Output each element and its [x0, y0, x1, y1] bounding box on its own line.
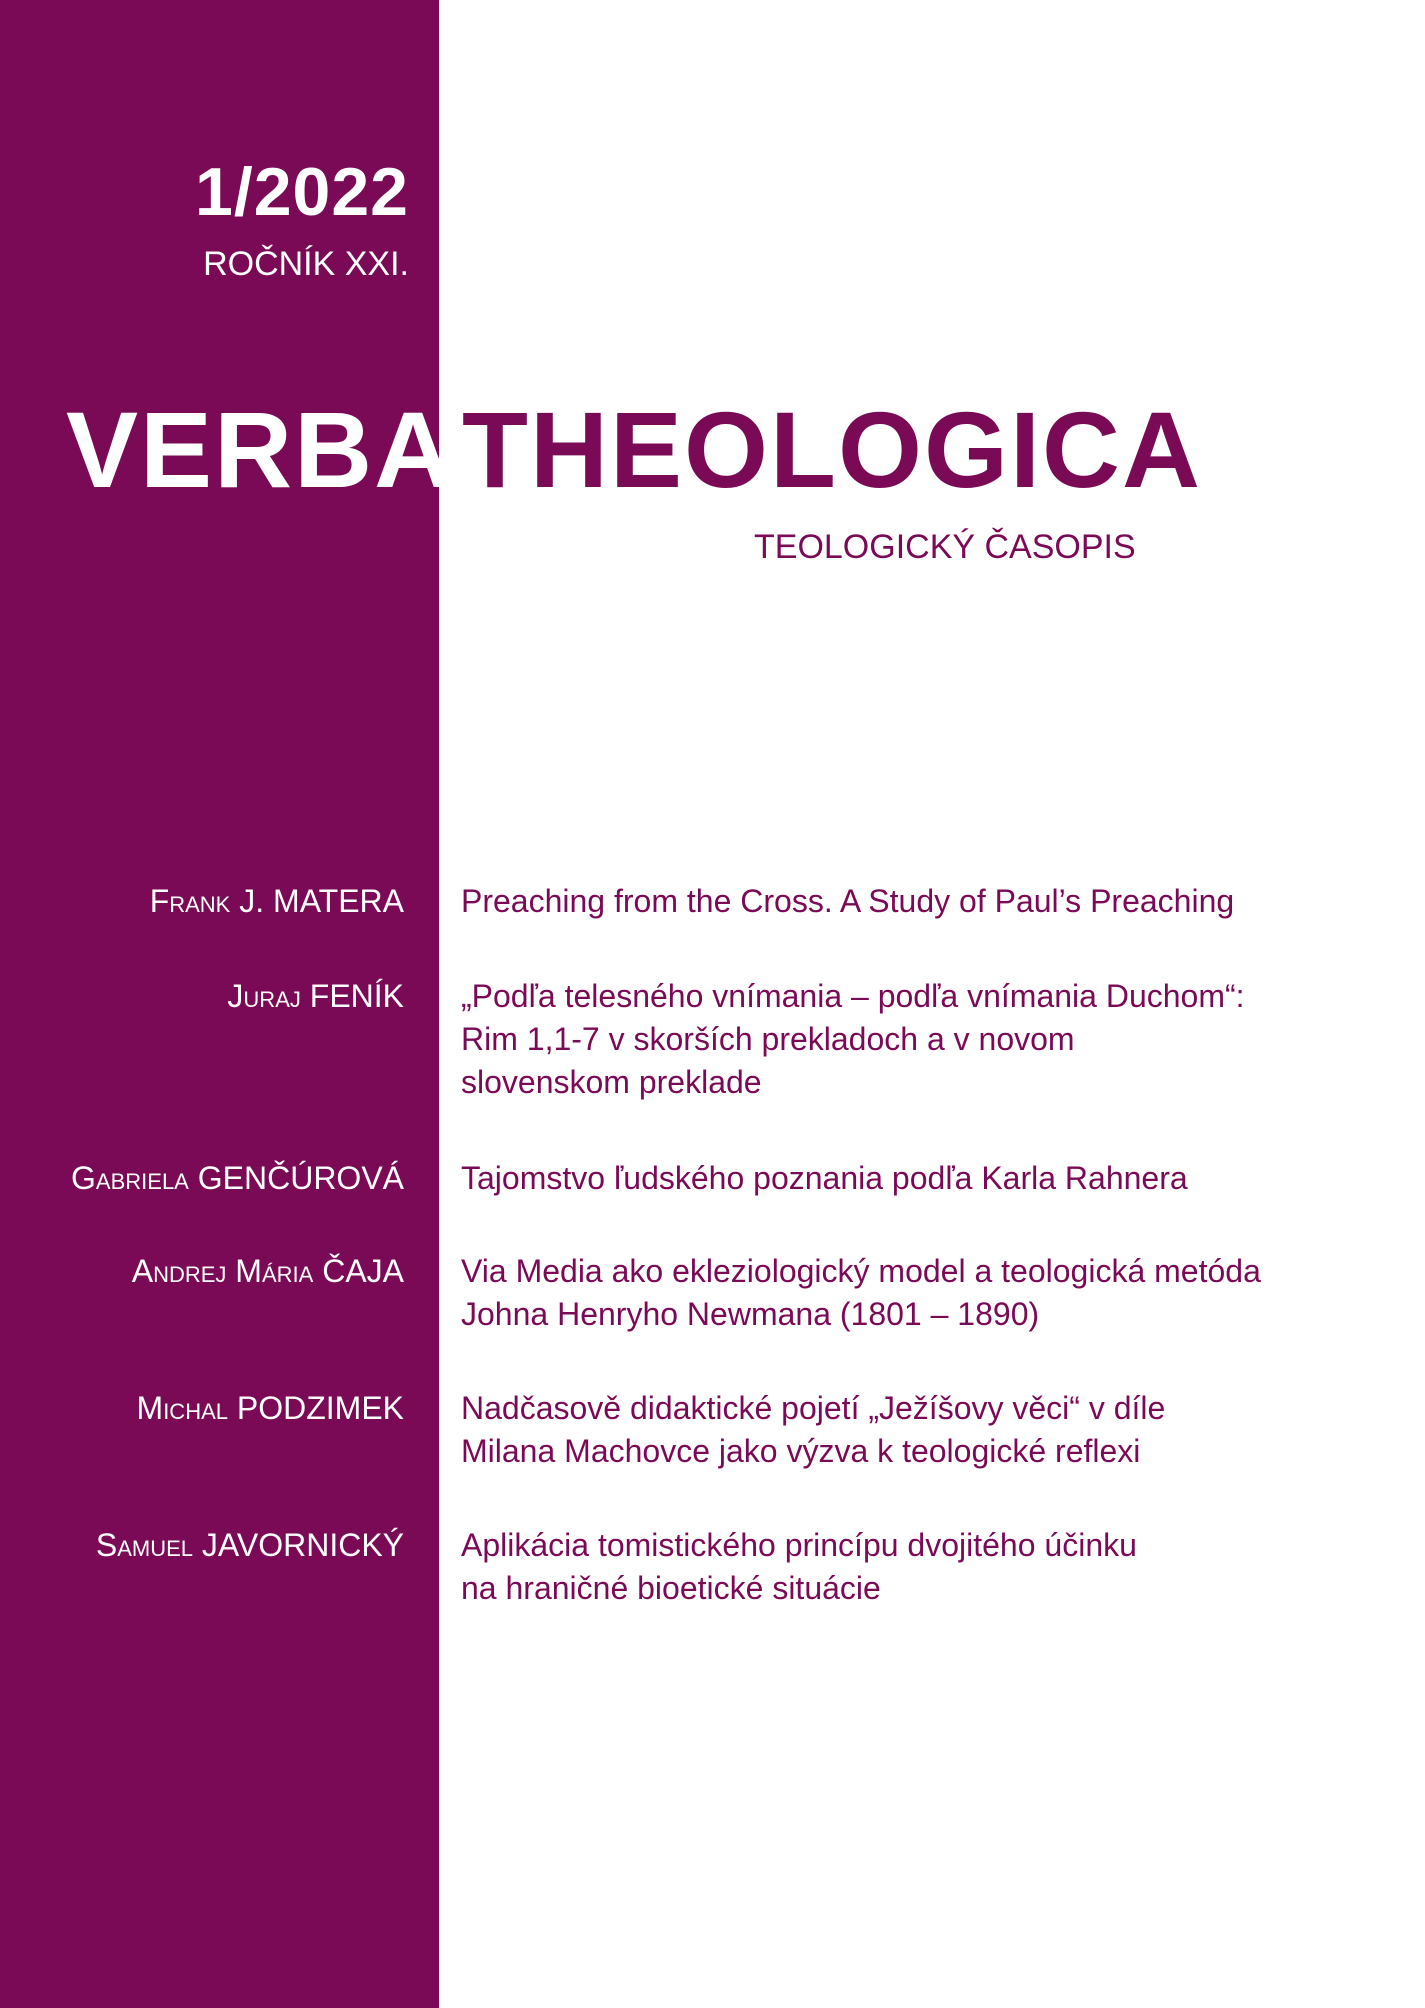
toc-article-title [461, 1250, 1361, 1336]
journal-subtitle: TEOLOGICKÝ ČASOPIS [754, 528, 1136, 566]
author-last-name: MATERA [273, 883, 404, 919]
author-last-name: JAVORNICKÝ [201, 1527, 404, 1563]
author-first-name: Juraj [227, 978, 301, 1014]
toc-article-title [461, 1524, 1361, 1610]
toc-article-title [461, 880, 1361, 923]
author-last-name: GENČÚROVÁ [197, 1160, 404, 1196]
title-line: slovenskom preklade [461, 1064, 762, 1100]
title-line: na hraničné bioetické situácie [461, 1570, 881, 1606]
toc-author [150, 880, 404, 923]
toc-article-title [461, 1157, 1361, 1200]
author-first-name: Michal [136, 1390, 228, 1426]
toc-author [71, 1157, 404, 1200]
toc-author [96, 1524, 404, 1567]
author-first-name: Frank J. [149, 883, 265, 919]
title-line: Aplikácia tomistického princípu dvojitého účinku [461, 1527, 1137, 1563]
title-line: Milana Machovce jako výzva k teologické reflexi [461, 1433, 1141, 1469]
toc-article-title [461, 975, 1361, 1104]
author-first-name: Andrej Mária [131, 1253, 314, 1289]
author-last-name: PODZIMEK [236, 1390, 404, 1426]
title-line: Johna Henryho Newmana (1801 – 1890) [461, 1296, 1040, 1332]
issue-number: 1/2022 [195, 154, 409, 230]
author-last-name: ČAJA [322, 1253, 404, 1289]
author-first-name: Gabriela [71, 1160, 189, 1196]
title-line: Tajomstvo ľudského poznania podľa Karla Rahnera [461, 1160, 1188, 1196]
title-line: Nadčasově didaktické pojetí „Ježíšovy věci“ v díle [461, 1390, 1166, 1426]
journal-title-verba: VERBA [66, 389, 455, 510]
toc-author [132, 1250, 404, 1293]
title-line: Rim 1,1-7 v skorších prekladoch a v novom [461, 1021, 1075, 1057]
author-last-name: FENÍK [309, 978, 404, 1014]
title-line: Preaching from the Cross. A Study of Paul’s Preaching [461, 883, 1235, 919]
journal-title-theologica: THEOLOGICA [462, 389, 1202, 510]
toc-author [137, 1387, 404, 1430]
toc-article-title [461, 1387, 1361, 1473]
author-first-name: Samuel [95, 1527, 193, 1563]
toc-author [227, 975, 404, 1018]
title-line: „Podľa telesného vnímania – podľa vnímania Duchom“: [461, 978, 1245, 1014]
title-line: Via Media ako ekleziologický model a teologická metóda [461, 1253, 1261, 1289]
volume-label: ROČNÍK XXI. [203, 245, 409, 283]
